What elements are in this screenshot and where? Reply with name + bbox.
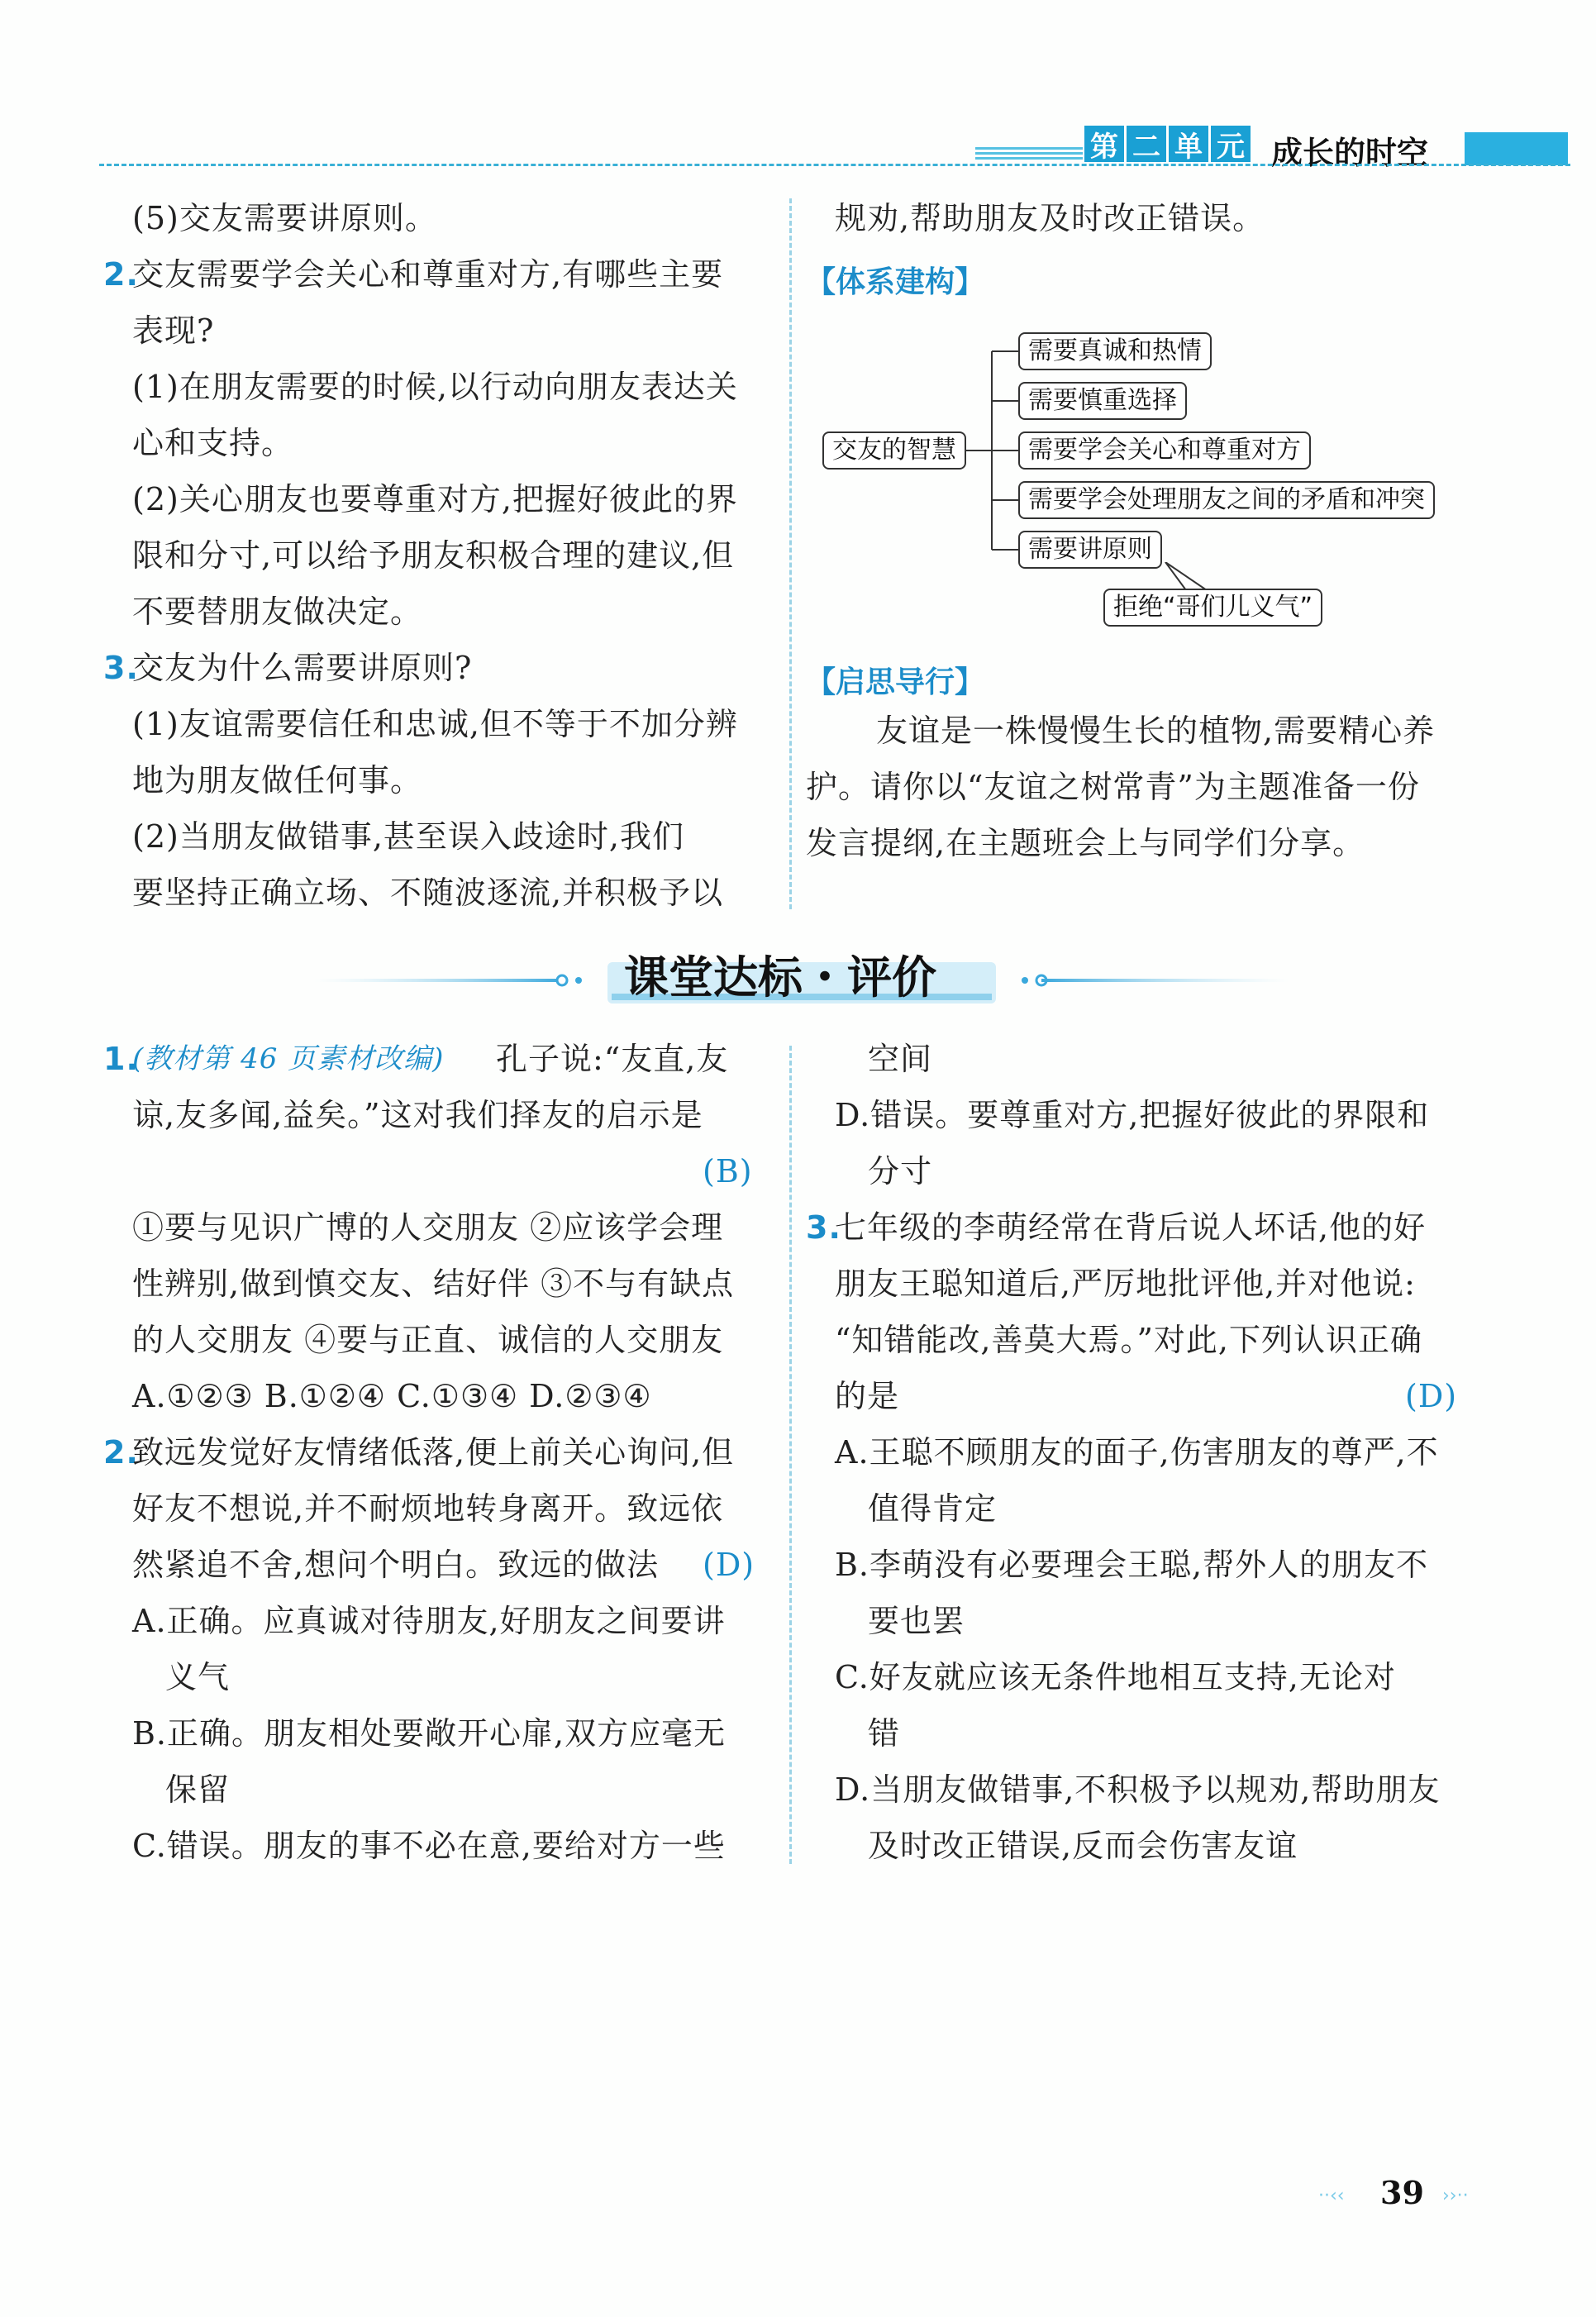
answer-text: 限和分寸,可以给予朋友积极合理的建议,但	[132, 537, 735, 574]
question-text: 的是	[835, 1378, 900, 1414]
answer-text: 地为朋友做任何事。	[132, 762, 423, 799]
diagram-root: 交友的智慧	[822, 431, 966, 470]
question-text: 交友需要学会关心和尊重对方,有哪些主要	[132, 256, 724, 293]
question-text: 朋友王聪知道后,严厉地批评他,并对他说:	[835, 1266, 1416, 1302]
unit-char: 二	[1127, 126, 1166, 162]
choice-text: B.李萌没有必要理会王聪,帮外人的朋友不	[835, 1547, 1429, 1583]
choice-text: B.正确。朋友相处要敞开心扉,双方应毫无	[132, 1715, 727, 1752]
text-line: 规劝,帮助朋友及时改正错误。	[835, 200, 1265, 236]
question-text: 交友为什么需要讲原则?	[132, 650, 473, 686]
choice-list: A.①②③ B.①②④ C.①③④ D.②③④	[132, 1378, 652, 1414]
choice-text: 空间	[868, 1041, 933, 1077]
diagram-branch: 需要学会关心和尊重对方	[1018, 431, 1311, 470]
choice-text: 保留	[165, 1771, 231, 1808]
header-bar	[1465, 132, 1568, 165]
choice-text: 错	[868, 1715, 901, 1752]
section-heading-inspire: 【启思导行】	[806, 665, 985, 699]
question-number: 2.	[103, 1434, 139, 1471]
question-number: 2.	[103, 256, 139, 293]
header-decor-lines	[975, 147, 1083, 162]
text-line: 护。请你以“友谊之树常青”为主题准备一份	[806, 769, 1420, 805]
answer-text: (2)当朋友做错事,甚至误入歧途时,我们	[132, 818, 684, 855]
answer-mark: (D)	[1405, 1378, 1458, 1414]
header-divider	[99, 164, 1570, 166]
section-banner-title: 课堂达标・评价	[624, 951, 936, 1004]
unit-title: 成长的时空	[1271, 135, 1429, 171]
choice-text: A.王聪不顾朋友的面子,伤害朋友的尊严,不	[835, 1434, 1439, 1471]
option-text: 的人交朋友 ④要与正直、诚信的人交朋友	[132, 1322, 724, 1358]
option-text: 性辨别,做到慎交友、结好伴 ③不与有缺点	[132, 1266, 735, 1302]
page-number: 39	[1380, 2174, 1424, 2211]
choice-text: 义气	[165, 1659, 231, 1695]
answer-mark: (D)	[703, 1547, 755, 1583]
question-text: 好友不想说,并不耐烦地转身离开。致远依	[132, 1490, 724, 1527]
column-divider	[789, 198, 792, 909]
question-text: 谅,友多闻,益矣。”这对我们择友的启示是	[132, 1097, 703, 1133]
unit-char: 单	[1169, 126, 1208, 162]
diagram-branch: 需要学会处理朋友之间的矛盾和冲突	[1018, 481, 1435, 519]
question-source: (教材第 46 页素材改编)	[132, 1042, 445, 1075]
question-text: “知错能改,善莫大焉。”对此,下列认识正确	[835, 1322, 1423, 1358]
choice-text: 及时改正错误,反而会伤害友谊	[868, 1828, 1298, 1864]
answer-text: (1)在朋友需要的时候,以行动向朋友表达关	[132, 369, 738, 405]
choice-text: 要也罢	[868, 1603, 965, 1639]
question-text: 表现?	[132, 312, 215, 349]
answer-text: (2)关心朋友也要尊重对方,把握好彼此的界	[132, 481, 738, 517]
choice-text: C.错误。朋友的事不必在意,要给对方一些	[132, 1828, 726, 1864]
diagram-branch: 需要讲原则	[1018, 531, 1162, 569]
diagram-callout: 拒绝“哥们儿义气”	[1103, 589, 1322, 627]
svg-text:··‹‹: ··‹‹	[1318, 2186, 1345, 2206]
text-line: 发言提纲,在主题班会上与同学们分享。	[806, 825, 1365, 861]
question-text: 然紧追不舍,想问个明白。致远的做法	[132, 1547, 660, 1583]
answer-text: 要坚持正确立场、不随波逐流,并积极予以	[132, 875, 724, 911]
question-number: 1.	[103, 1041, 139, 1077]
unit-char: 第	[1084, 126, 1124, 162]
question-number: 3.	[103, 650, 139, 686]
answer-mark: (B)	[703, 1153, 753, 1189]
diagram-branch: 需要真诚和热情	[1018, 332, 1212, 370]
unit-char: 元	[1211, 126, 1251, 162]
section-heading-system: 【体系建构】	[806, 265, 985, 299]
svg-text:››··: ››··	[1442, 2186, 1469, 2206]
option-text: ①要与见识广博的人交朋友 ②应该学会理	[132, 1209, 724, 1246]
question-text: 七年级的李萌经常在背后说人坏话,他的好	[835, 1209, 1427, 1246]
diagram-connectors	[959, 322, 1025, 570]
text-line: (5)交友需要讲原则。	[132, 200, 437, 236]
answer-text: 心和支持。	[132, 425, 294, 461]
choice-text: D.错误。要尊重对方,把握好彼此的界限和	[835, 1097, 1430, 1133]
choice-text: A.正确。应真诚对待朋友,好朋友之间要讲	[132, 1603, 726, 1639]
answer-text: (1)友谊需要信任和忠诚,但不等于不加分辨	[132, 706, 738, 742]
choice-text: D.当朋友做错事,不积极予以规劝,帮助朋友	[835, 1771, 1441, 1808]
diagram-branch: 需要慎重选择	[1018, 382, 1187, 420]
answer-text: 不要替朋友做决定。	[132, 594, 423, 630]
column-divider	[789, 1046, 792, 1864]
question-text: 致远发觉好友情绪低落,便上前关心询问,但	[132, 1434, 735, 1471]
choice-text: C.好友就应该无条件地相互支持,无论对	[835, 1659, 1396, 1695]
unit-label	[1084, 126, 1251, 162]
choice-text: 值得肯定	[868, 1490, 998, 1527]
choice-text: 分寸	[868, 1153, 933, 1189]
text-line: 友谊是一株慢慢生长的植物,需要精心养	[876, 713, 1436, 749]
question-number: 3.	[806, 1209, 841, 1246]
question-text: 孔子说:“友直,友	[496, 1041, 729, 1077]
